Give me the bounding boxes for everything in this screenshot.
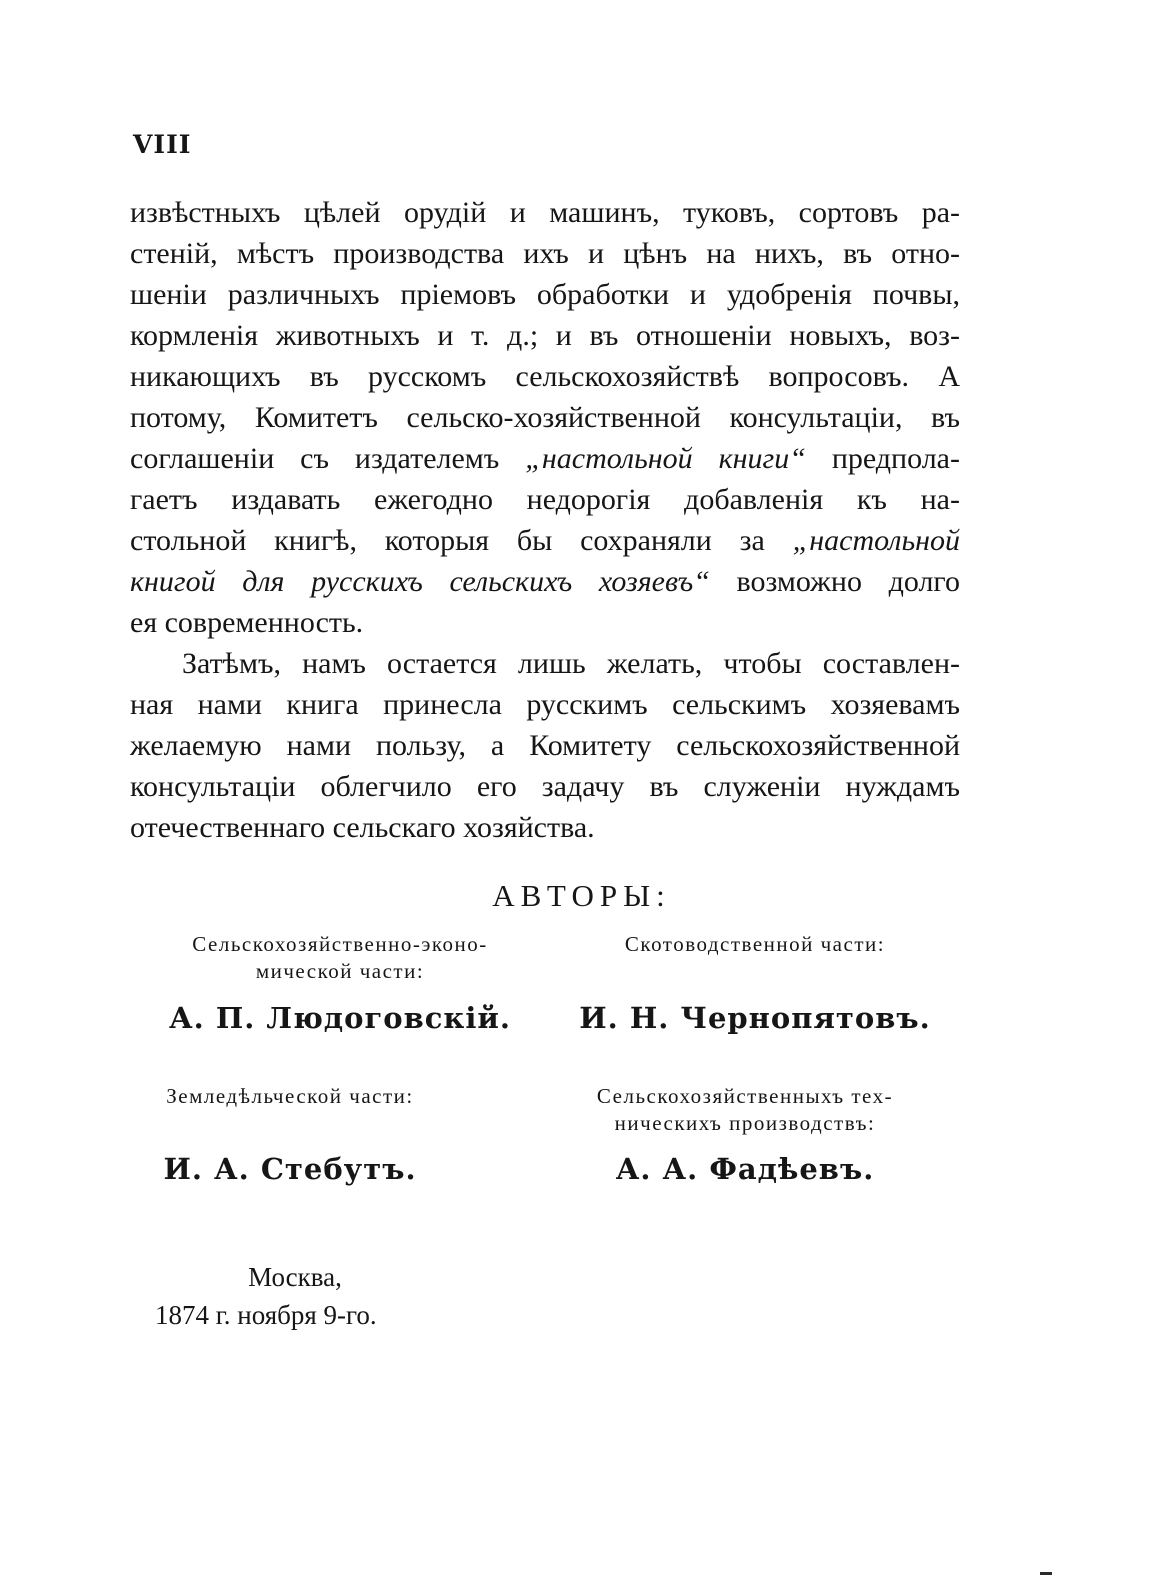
place-and-date (155, 1258, 415, 1334)
authors-heading: АВТОРЫ: (492, 878, 671, 913)
author-economic (105, 931, 575, 1035)
author-agriculture (105, 1083, 475, 1186)
text-fragment: предпола- (805, 442, 960, 475)
author-technical (530, 1083, 960, 1186)
text-fragment: соглашеніи съ издателемъ (130, 442, 526, 475)
text-line: извѣстныхъ цѣлей орудій и машинъ, туковъ, сортовъ ра- (130, 196, 960, 229)
page-corner-mark (1040, 1572, 1052, 1575)
text-line: кормленія животныхъ и т. д.; и въ отношеніи новыхъ, воз- (130, 319, 960, 352)
text-line: ея современность. (130, 606, 364, 639)
text-line: отечественнаго сельскаго хозяйства. (130, 811, 595, 844)
text-fragment: стольной книгѣ, которыя бы сохраняли за (130, 524, 793, 557)
text-line (130, 520, 960, 561)
text-line: потому, Комитетъ сельско-хозяйственной консультаціи, въ (130, 401, 960, 434)
author-role: Скотоводственной части: (624, 932, 886, 956)
author-role: мической части: (255, 959, 425, 983)
text-line: шеніи различныхъ пріемовъ обработки и удобренія почвы, (130, 278, 960, 311)
text-line (130, 438, 960, 479)
text-line: ная нами книга принесла русскимъ сельскимъ хозяевамъ (130, 688, 960, 721)
author-name: И. А. Стебутъ. (163, 1152, 417, 1186)
preface-text (130, 192, 960, 848)
author-name: А. П. Людоговскій. (169, 1001, 511, 1035)
text-line (130, 561, 960, 602)
author-role: Сельскохозяйственныхъ тех- (596, 1084, 894, 1108)
italic-book-title: книгой для русскихъ сельскихъ хозяевъ“ (130, 565, 710, 598)
text-line: никающихъ въ русскомъ сельскохозяйствѣ вопросовъ. А (130, 360, 960, 393)
italic-book-title: „настольной (792, 524, 960, 557)
page-number: VIII (133, 130, 192, 159)
italic-book-title: „настольной книги“ (525, 442, 806, 475)
author-role: Земледѣльческой части: (166, 1084, 414, 1108)
author-role: Сельскохозяйственно-эконо- (192, 932, 488, 956)
text-line: стеній, мѣстъ производства ихъ и цѣнъ на нихъ, въ отно- (130, 237, 960, 270)
text-line: желаемую нами пользу, а Комитету сельскохозяйственной (130, 729, 960, 762)
text-line: гаетъ издавать ежегодно недорогія добавленія къ на- (130, 483, 960, 516)
text-line: Затѣмъ, намъ остается лишь желать, чтобы составлен- (182, 647, 960, 680)
author-name: А. А. Фадѣевъ. (615, 1152, 875, 1186)
signature-city: Москва, (248, 1262, 342, 1292)
author-name: И. Н. Чернопятовъ. (579, 1001, 931, 1035)
author-role: ническихъ производствъ: (614, 1111, 876, 1135)
author-livestock (570, 931, 940, 1035)
text-line: консультаціи облегчило его задачу въ служеніи нуждамъ (130, 770, 960, 803)
signature-date: 1874 г. ноября 9-го. (155, 1300, 377, 1330)
text-fragment: возможно долго (709, 565, 960, 598)
